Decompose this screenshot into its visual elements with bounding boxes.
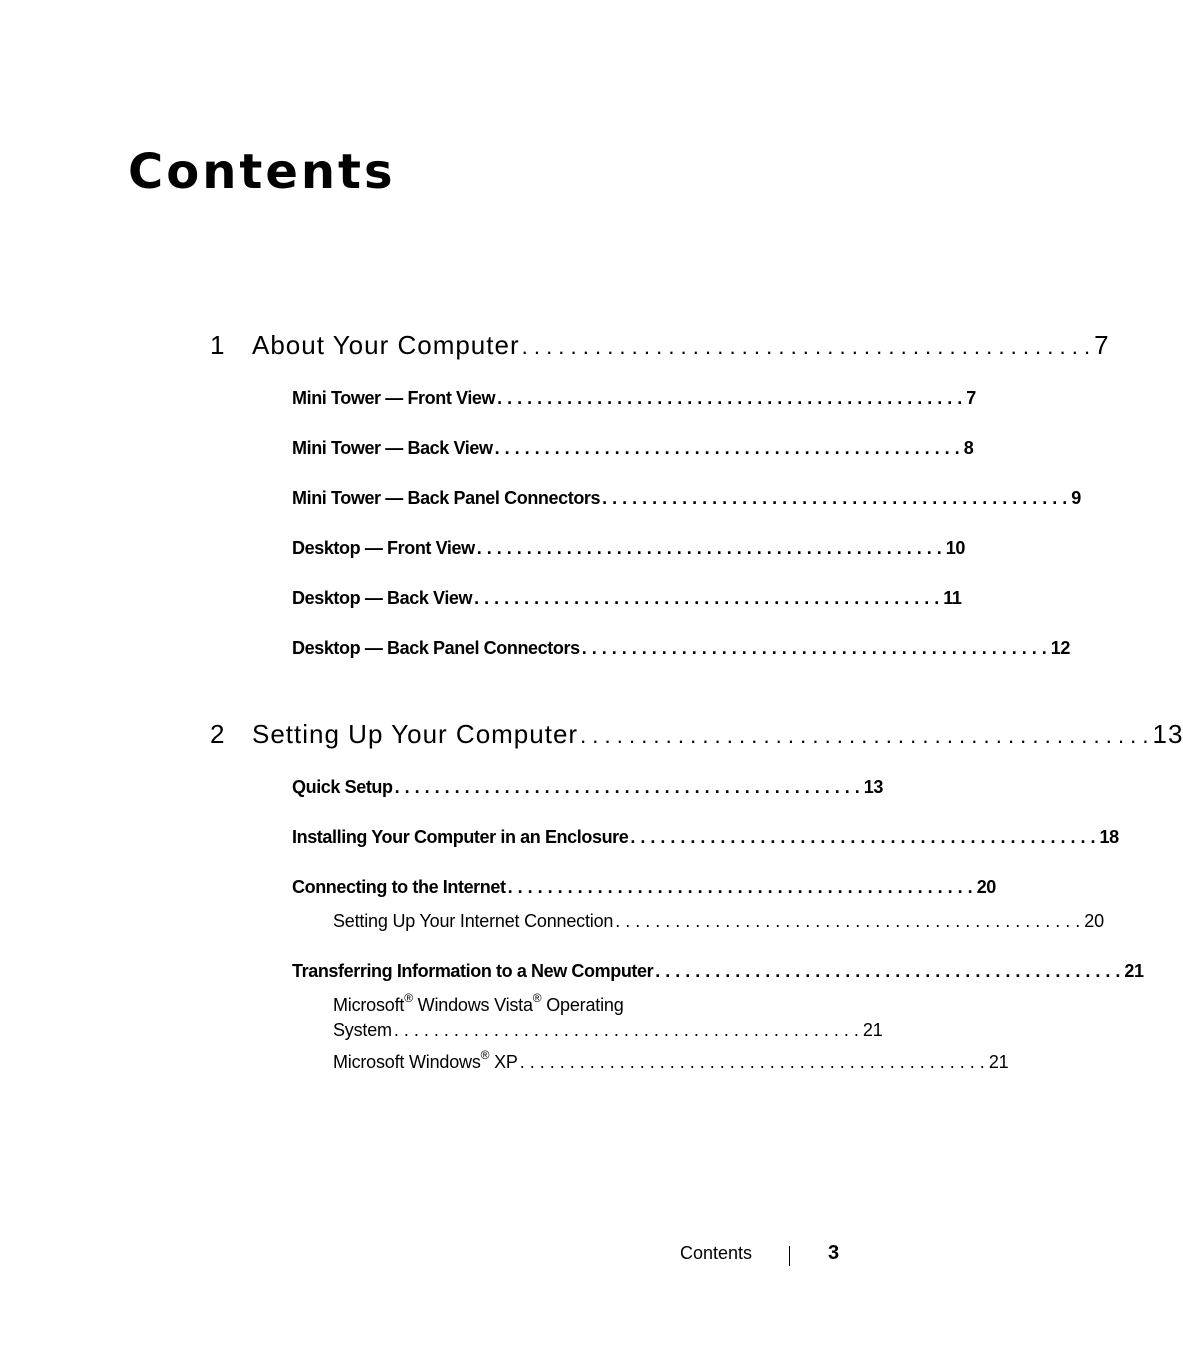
section-title: Installing Your Computer in an Enclosure (292, 827, 629, 847)
dot-leader (580, 723, 1148, 749)
registered-mark: ® (404, 991, 413, 1005)
subsection-page: 21 (862, 1020, 883, 1040)
dot-leader (602, 488, 1067, 509)
section-title: Mini Tower — Back View (292, 438, 493, 458)
subsection-title-part: Microsoft (333, 995, 405, 1015)
dot-leader (655, 961, 1120, 982)
subsection-title (333, 1048, 518, 1073)
section-page: 9 (1071, 488, 1081, 508)
toc-section[interactable] (292, 588, 962, 609)
dot-leader (497, 388, 962, 409)
toc-section[interactable] (292, 438, 974, 459)
section-title: Mini Tower — Back Panel Connectors (292, 488, 601, 508)
toc-section[interactable] (292, 961, 1144, 982)
toc-subsection[interactable] (333, 1048, 1009, 1073)
dot-leader (508, 877, 973, 898)
chapter-page: 7 (1094, 330, 1110, 360)
section-page: 8 (963, 438, 974, 458)
section-page: 13 (863, 777, 883, 797)
section-title: Quick Setup (292, 777, 393, 797)
dot-leader (522, 334, 1090, 360)
subsection-page: 20 (1084, 911, 1104, 931)
toc-section[interactable] (292, 777, 883, 798)
toc-section[interactable] (292, 388, 976, 409)
section-page: 18 (1099, 827, 1119, 847)
section-page: 20 (976, 877, 996, 897)
toc-subsection[interactable] (333, 1020, 883, 1041)
footer-page-number: 3 (828, 1242, 840, 1264)
toc-chapter-2[interactable] (210, 719, 1183, 750)
section-page: 7 (966, 388, 976, 408)
toc-section[interactable] (292, 538, 966, 559)
chapter-title: About Your Computer (252, 330, 520, 360)
page-title: Contents (128, 144, 396, 200)
toc-section[interactable] (292, 827, 1119, 848)
subsection-title-part: Operating (541, 995, 624, 1015)
dot-leader (520, 1052, 985, 1073)
section-page: 10 (945, 538, 966, 558)
chapter-number: 1 (210, 330, 226, 360)
chapter-number: 2 (210, 719, 226, 749)
toc-chapter-1[interactable] (210, 330, 1110, 361)
section-page: 11 (943, 588, 962, 608)
section-title: Mini Tower — Front View (292, 388, 496, 408)
toc-section[interactable] (292, 488, 1081, 509)
subsection-title-part: Microsoft Windows (333, 1052, 481, 1072)
subsection-title: System (333, 1020, 392, 1040)
dot-leader (394, 1020, 859, 1041)
dot-leader (495, 438, 960, 459)
subsection-title-part: XP (489, 1052, 518, 1072)
toc-section[interactable] (292, 638, 1071, 659)
dot-leader (582, 638, 1047, 659)
dot-leader (395, 777, 860, 798)
subsection-page: 21 (988, 1052, 1009, 1072)
chapter-page: 13 (1152, 719, 1183, 749)
toc-subsection[interactable] (333, 911, 1104, 932)
dot-leader (615, 911, 1080, 932)
dot-leader (477, 538, 942, 559)
section-title: Connecting to the Internet (292, 877, 506, 897)
section-title: Desktop — Back Panel Connectors (292, 638, 580, 658)
registered-mark: ® (480, 1048, 490, 1062)
section-title: Desktop — Front View (292, 538, 475, 558)
dot-leader (630, 827, 1095, 848)
registered-mark: ® (532, 991, 542, 1005)
toc-section[interactable] (292, 877, 996, 898)
section-title: Desktop — Back View (292, 588, 473, 608)
section-page: 12 (1050, 638, 1071, 658)
subsection-title: Setting Up Your Internet Connection (333, 911, 614, 931)
section-title: Transferring Information to a New Computer (292, 961, 654, 981)
toc-subsection-line1[interactable] (333, 991, 624, 1016)
chapter-title: Setting Up Your Computer (252, 719, 579, 749)
footer-divider (789, 1246, 790, 1266)
subsection-title-part: Windows Vista (412, 995, 533, 1015)
section-page: 21 (1124, 961, 1144, 981)
dot-leader (474, 588, 939, 609)
footer-label: Contents (680, 1243, 753, 1263)
